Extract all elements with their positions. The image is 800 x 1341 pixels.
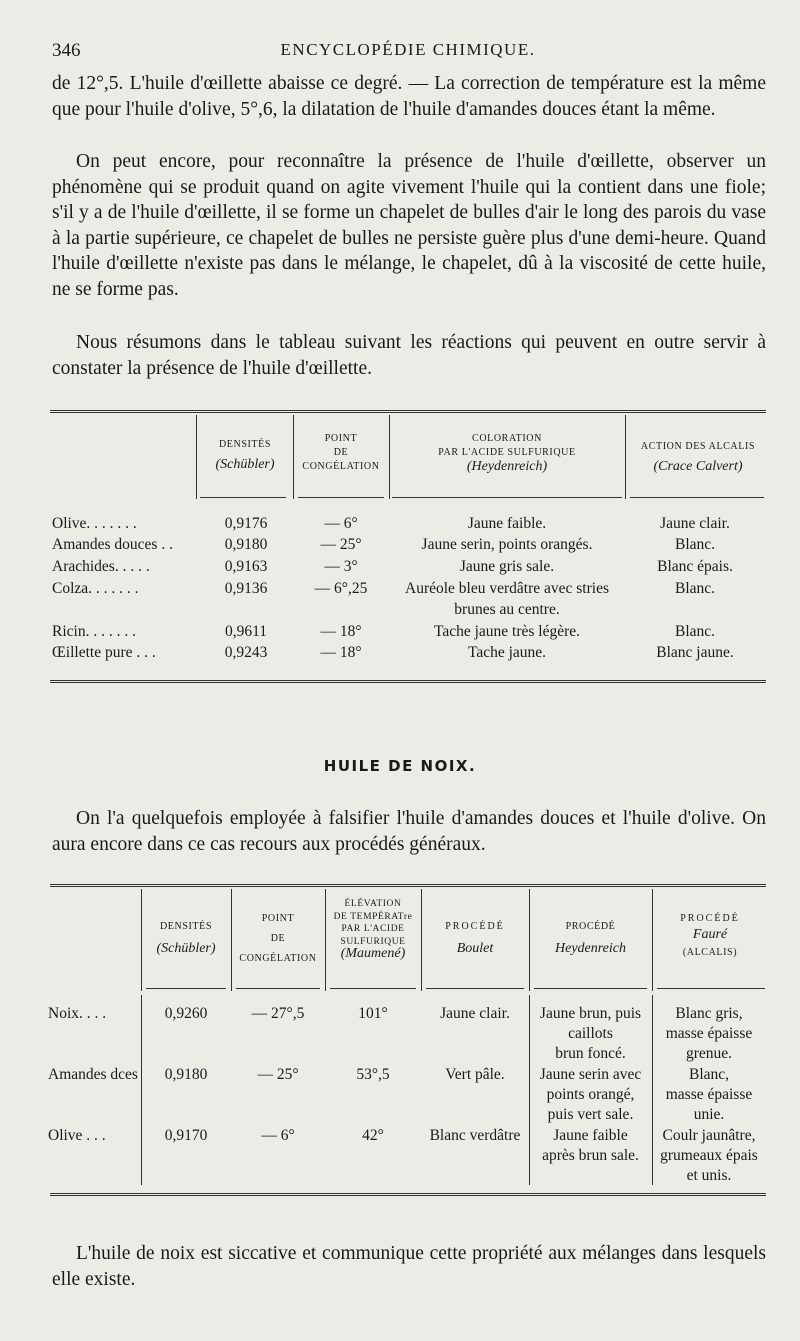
header-underline	[630, 497, 764, 498]
row-label: Olive. . . . . . .	[52, 515, 137, 532]
section-title: HUILE DE NOIX.	[323, 757, 477, 775]
running-title: ENCYCLOPÉDIE CHIMIQUE.	[280, 40, 536, 59]
table-divider	[141, 995, 142, 1185]
table-rule-top	[50, 410, 766, 413]
header-underline	[330, 988, 416, 989]
table-divider	[421, 889, 422, 991]
density-value: 0,9136	[224, 580, 268, 597]
boulet-value: Jaune clair.	[440, 1005, 510, 1022]
row-label: Œillette pure . . .	[52, 644, 156, 661]
faure-value: Coulr jaunâtre, grumeaux épais et unis.	[660, 1127, 758, 1184]
header-procede-faure: PROCÉDÉ Fauré (ALCALIS)	[680, 913, 740, 958]
table-rule-bottom	[50, 680, 766, 683]
header-underline	[298, 497, 384, 498]
header-underline	[534, 988, 647, 989]
density-value: 0,9170	[164, 1127, 208, 1144]
coloration-value: Jaune faible.	[467, 515, 547, 532]
heydenreich-value: Jaune serin avec points orangé, puis vert sale.	[539, 1066, 642, 1123]
congelation-value: — 18°	[320, 644, 362, 661]
header-densites: DENSITÉS (Schübler)	[215, 439, 275, 472]
boulet-value: Vert pâle.	[445, 1066, 505, 1083]
header-procede-heydenreich: PROCÉDÉ Heydenreich	[555, 921, 626, 956]
heydenreich-value: Jaune faible après brun sale.	[542, 1127, 639, 1164]
table-divider	[141, 889, 142, 991]
congelation-value: — 25°	[320, 536, 362, 553]
header-alcalis: ACTION DES ALCALIS (Crace Calvert)	[640, 441, 756, 474]
congelation-value: — 18°	[320, 623, 362, 640]
congelation-value: — 25°	[257, 1066, 299, 1083]
density-value: 0,9176	[224, 515, 268, 532]
row-label: Noix. . . .	[48, 1005, 107, 1022]
alcalis-value: Blanc.	[674, 580, 716, 597]
table-divider	[625, 415, 626, 499]
congelation-value: — 6°	[324, 515, 358, 532]
density-value: 0,9180	[164, 1066, 208, 1083]
faure-value: Blanc gris, masse épaisse grenue.	[665, 1005, 753, 1062]
coloration-value-continued: brunes au centre.	[454, 601, 560, 618]
page-header	[52, 40, 764, 66]
table-divider	[529, 889, 530, 991]
coloration-value: Tache jaune très légère.	[433, 623, 581, 640]
coloration-value: Jaune gris sale.	[459, 558, 555, 575]
alcalis-value: Jaune clair.	[660, 515, 730, 532]
table-divider	[529, 995, 530, 1185]
table-divider	[325, 889, 326, 991]
header-underline	[657, 988, 765, 989]
header-procede-boulet: PROCÉDÉ Boulet	[445, 921, 505, 956]
elevation-value: 53°,5	[356, 1066, 390, 1083]
row-label: Arachides. . . . .	[52, 558, 150, 575]
header-underline	[426, 988, 524, 989]
header-underline	[236, 988, 320, 989]
congelation-value: — 6°	[261, 1127, 295, 1144]
congelation-value: — 3°	[324, 558, 358, 575]
row-label: Colza. . . . . . .	[52, 580, 139, 597]
table-divider	[196, 415, 197, 499]
coloration-value: Auréole bleu verdâtre avec stries	[405, 580, 609, 597]
congelation-value: — 27°,5	[251, 1005, 305, 1022]
header-densites: DENSITÉS (Schübler)	[156, 921, 216, 956]
paragraph-4: On l'a quelquefois employée à falsifier l'huile d'amandes douces et l'huile d'olive. On aura encore dans ce cas recours aux procédés généraux.	[52, 808, 766, 855]
paragraph-1: de 12°,5. L'huile d'œillette abaisse ce degré. — La correction de température est la même que pour l'huile d'olive, 5°,6, la dilatation de l'huile d'amandes douces étant la même.	[52, 73, 766, 120]
elevation-value: 101°	[358, 1005, 388, 1022]
alcalis-value: Blanc.	[674, 536, 716, 553]
paragraph-3: Nous résumons dans le tableau suivant les réactions qui peuvent en outre servir à constater la présence de l'huile d'œillette.	[52, 332, 766, 379]
paragraph-2: On peut encore, pour reconnaître la présence de l'huile d'œillette, observer un phénomène qui se produit quand on agite vivement l'huile qui la contient dans une fiole; s'il y a de l'huile d'œillette, il se forme un chapelet de bulles d'air le long des parois du vase à la partie supérieure, ce chapelet de bulles ne persiste guère plus d'une demi-heure. Quand l'huile d'œillette n'existe pas dans le mélange, le chapelet, dû à la viscosité de cette huile, ne se forme pas.	[52, 151, 766, 300]
table-divider	[652, 889, 653, 991]
density-value: 0,9260	[164, 1005, 208, 1022]
table-rule-top	[50, 884, 766, 887]
row-label: Amandes dces	[48, 1066, 138, 1083]
header-underline	[146, 988, 226, 989]
density-value: 0,9611	[224, 623, 268, 640]
elevation-value: 42°	[362, 1127, 384, 1144]
paragraph-5: L'huile de noix est siccative et communique cette propriété aux mélanges dans lesquels elle existe.	[52, 1243, 766, 1290]
header-elevation: ÉLÉVATION DE TEMPÉRATre PAR L'ACIDE SULFURIQUE (Maumené)	[333, 899, 413, 961]
coloration-value: Tache jaune.	[467, 644, 547, 661]
header-coloration: COLORATION PAR L'ACIDE SULFURIQUE (Heydenreich)	[438, 433, 576, 474]
table-rule-bottom	[50, 1193, 766, 1196]
table-divider	[231, 889, 232, 991]
alcalis-value: Blanc épais.	[657, 558, 733, 575]
congelation-value: — 6°,25	[314, 580, 368, 597]
row-label: Olive . . .	[48, 1127, 106, 1144]
row-label: Ricin. . . . . . .	[52, 623, 136, 640]
header-underline	[392, 497, 622, 498]
row-label: Amandes douces . .	[52, 536, 173, 553]
alcalis-value: Blanc.	[674, 623, 716, 640]
header-point-congelation: POINT DE CONGÉLATION	[302, 433, 380, 472]
faure-value: Blanc, masse épaisse unie.	[665, 1066, 753, 1123]
alcalis-value: Blanc jaune.	[656, 644, 734, 661]
header-underline	[200, 497, 286, 498]
coloration-value: Jaune serin, points orangés.	[421, 536, 593, 553]
boulet-value: Blanc verdâtre	[429, 1127, 521, 1144]
table-divider	[389, 415, 390, 499]
header-point-congelation: POINT DE CONGÉLATION	[239, 913, 317, 964]
page-number: 346	[52, 40, 81, 61]
heydenreich-value: Jaune brun, puis caillots brun foncé.	[539, 1005, 642, 1062]
density-value: 0,9243	[224, 644, 268, 661]
table-divider	[652, 995, 653, 1185]
table-divider	[293, 415, 294, 499]
density-value: 0,9163	[224, 558, 268, 575]
density-value: 0,9180	[224, 536, 268, 553]
